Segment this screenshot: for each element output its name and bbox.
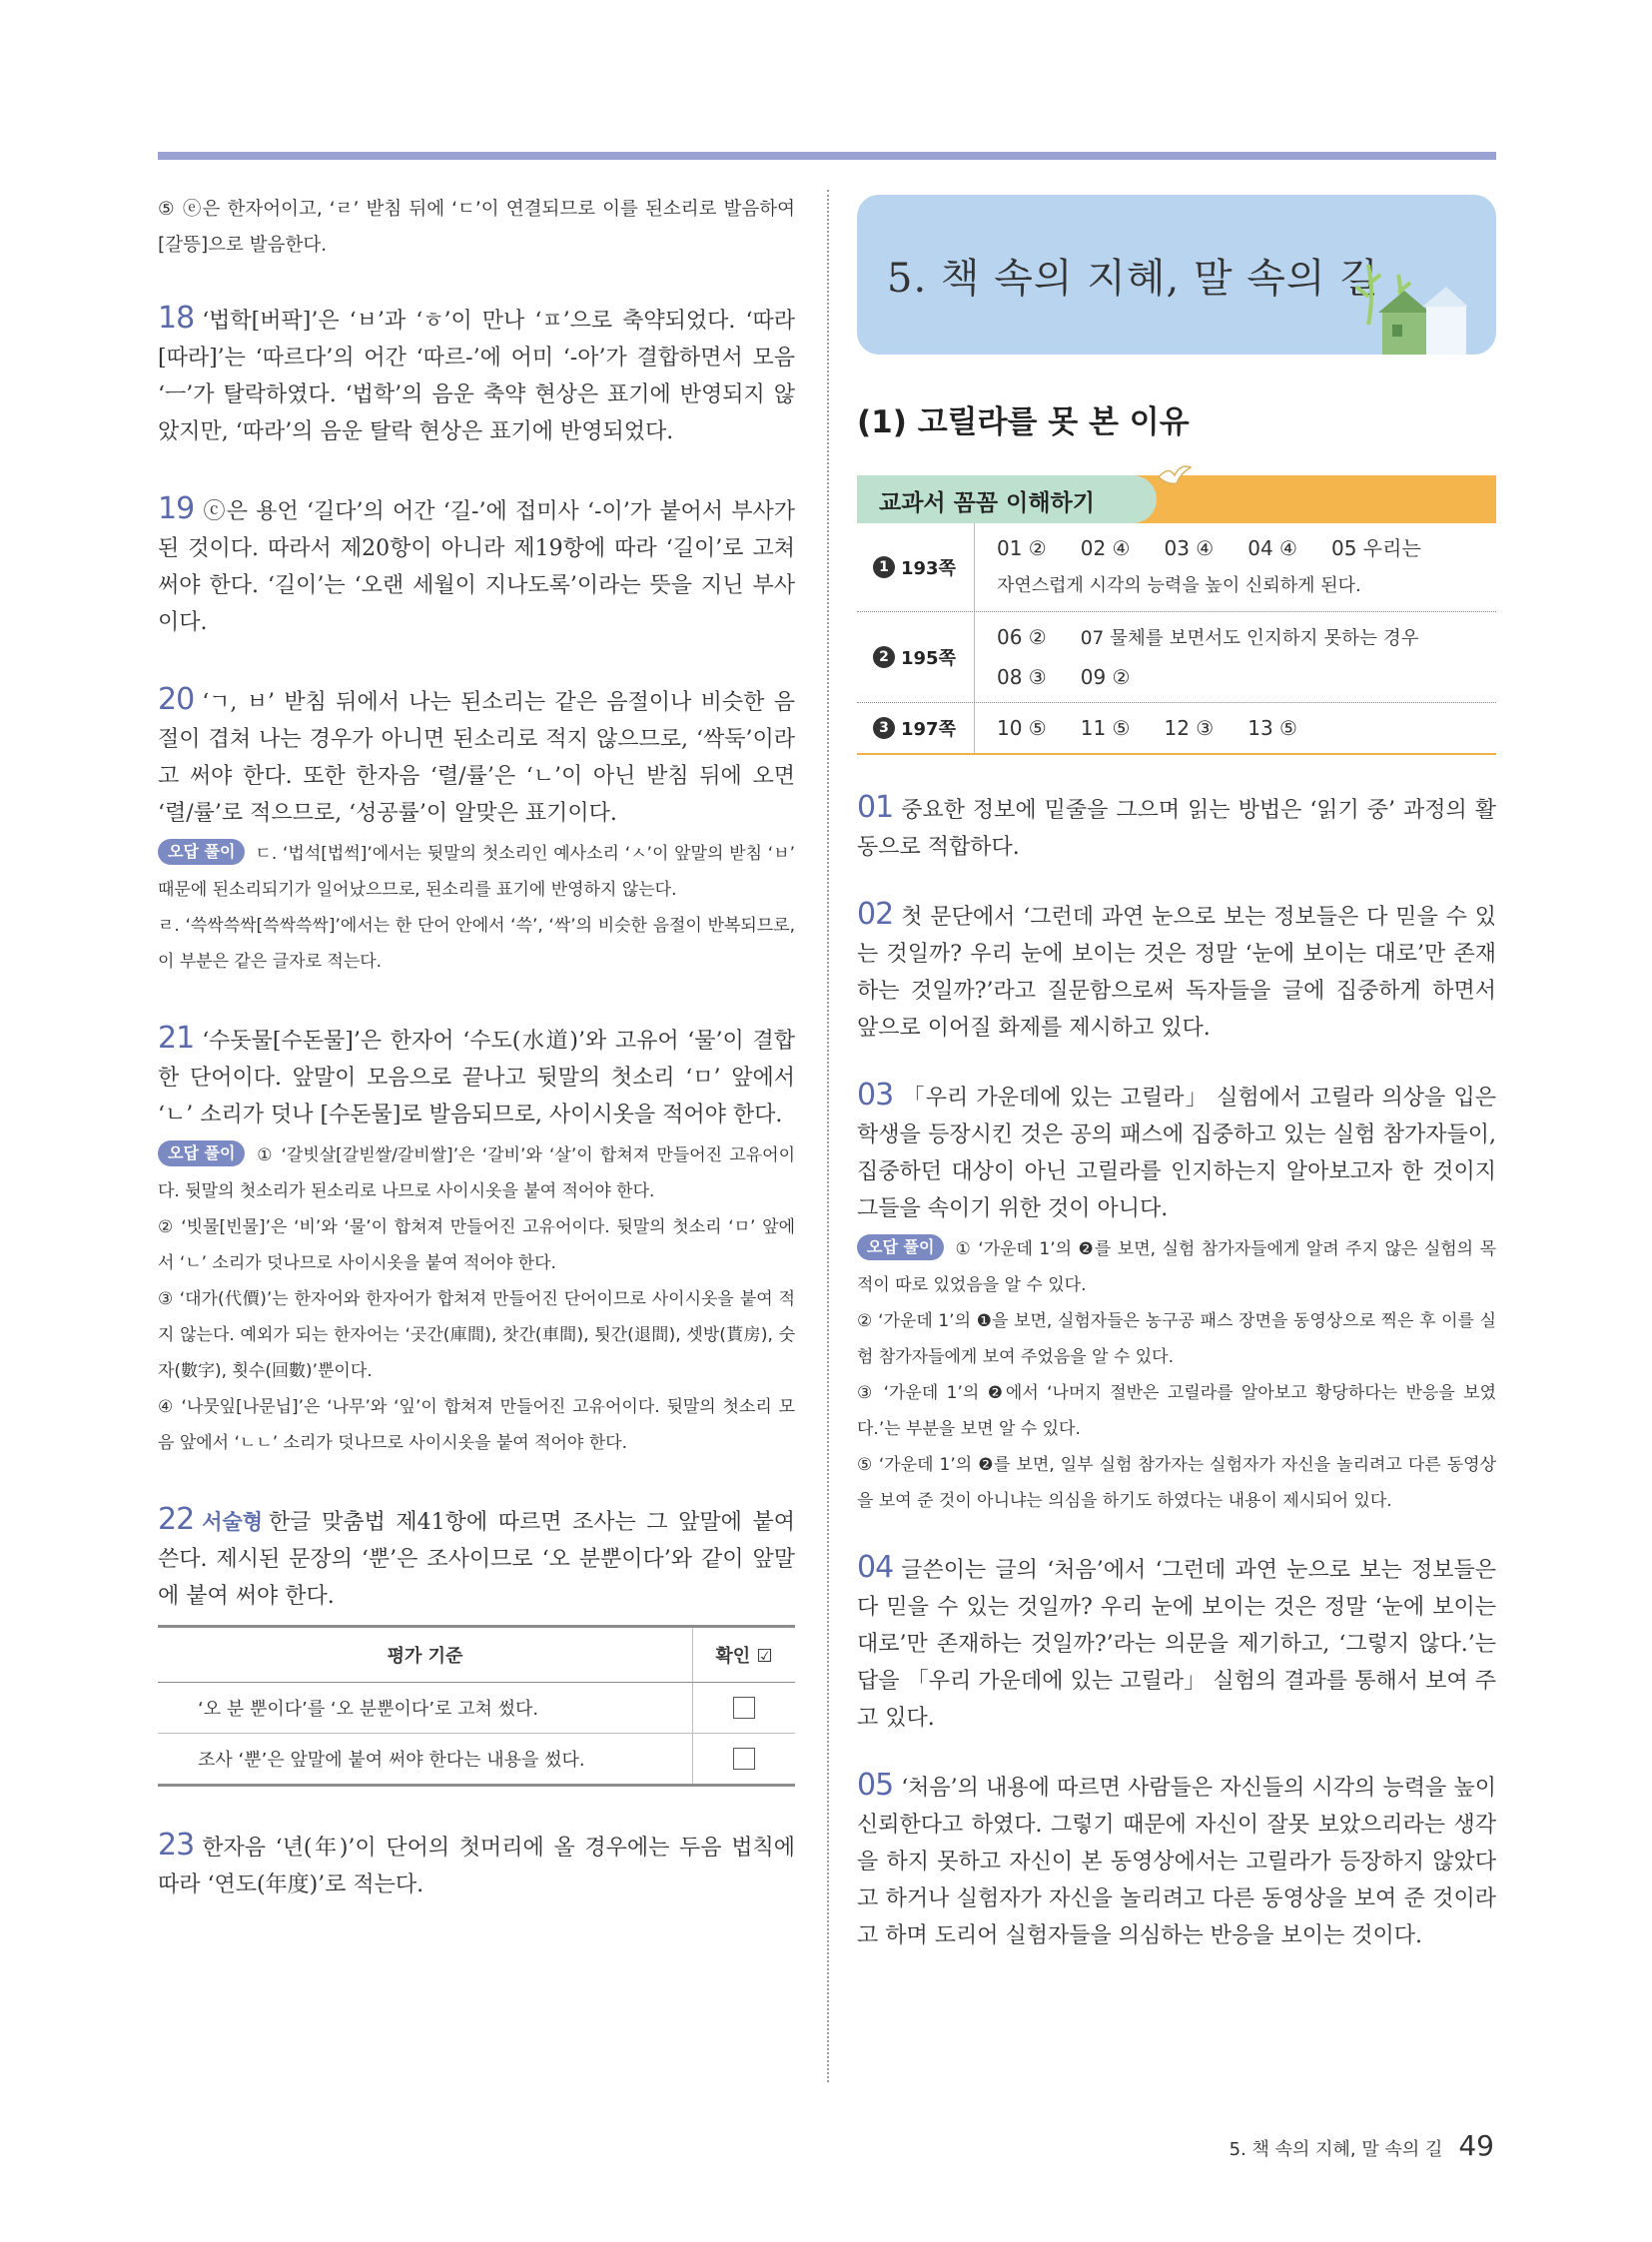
textbook-row xyxy=(857,612,1496,703)
wrong-answer-text: ② ‘가운데 1’의 ❶을 보면, 실험자들은 농구공 패스 장면을 동영상으로 찍은 후 이를 실험 참가자들에게 보여 주었음을 알 수 있다. xyxy=(857,1311,1496,1367)
top-rule xyxy=(158,152,1496,160)
answer-04 xyxy=(857,1549,1496,1737)
wrong-answer-badge: 오답 풀이 xyxy=(158,1140,245,1166)
answer-text: 중요한 정보에 밑줄을 그으며 읽는 방법은 ‘읽기 중’ 과정의 활동으로 적합하다. xyxy=(857,798,1496,860)
answer-number: 19 xyxy=(158,491,195,526)
chapter-banner xyxy=(857,195,1496,355)
answer-22 xyxy=(158,1501,795,1787)
page-ref: 193쪽 xyxy=(901,558,956,579)
checkbox[interactable] xyxy=(733,1697,755,1719)
answer-key: 05 우리는 xyxy=(1331,536,1421,560)
answer-number: 02 xyxy=(857,897,894,932)
wrong-answer-text: ④ ‘나뭇잎[나문닙]’은 ‘나무’와 ‘잎’이 합쳐져 만들어진 고유어이다. 뒷말의 첫소리 모음 앞에서 ‘ㄴㄴ’ 소리가 덧나므로 사이시옷을 붙여 적어야 한다. xyxy=(158,1397,795,1453)
wrong-answer-text: ① ‘가운데 1’의 ❷를 보면, 실험 참가자들에게 알려 주지 않은 실험의 목적이 따로 있었음을 알 수 있다. xyxy=(857,1239,1496,1295)
answer-key: 02 ④ xyxy=(1080,536,1131,560)
answer-number: 03 xyxy=(857,1078,894,1113)
circled-number: 3 xyxy=(873,717,895,739)
answer-text: ‘ㄱ, ㅂ’ 받침 뒤에서 나는 된소리는 같은 음절이나 비슷한 음절이 겹쳐 나는 경우가 아니면 된소리로 적지 않으므로, ‘싹둑’이라고 써야 한다. 또한 한자음 ‘렬/률’은 ‘ㄴ’이 아닌 받침 뒤에 오면 ‘렬/률’로 적으므로, ‘성공률’이 알맞은 표기이다. xyxy=(158,690,795,826)
answer-03 xyxy=(857,1077,1496,1519)
wrong-answer-badge: 오답 풀이 xyxy=(158,839,245,865)
answer-key: 08 ③ xyxy=(997,665,1047,689)
criteria-cell: 조사 ‘뿐’은 앞말에 붙여 써야 한다는 내용을 썼다. xyxy=(158,1734,693,1786)
answer-number: 05 xyxy=(857,1768,894,1803)
answer-text: ⑤ ⓔ은 한자어이고, ‘ㄹ’ 받침 뒤에 ‘ㄷ’이 연결되므로 이를 된소리로 발음하여 [갈뜽]으로 발음한다. xyxy=(158,199,795,256)
textbook-row xyxy=(857,523,1496,612)
answer-text: 한자음 ‘년(年)’이 단어의 첫머리에 올 경우에는 두음 법칙에 따라 ‘연도(年度)’로 적는다. xyxy=(158,1836,795,1897)
page-ref: 195쪽 xyxy=(901,648,956,669)
table-row xyxy=(158,1734,795,1786)
textbook-review-header xyxy=(857,475,1496,523)
answer-key: 06 ② xyxy=(997,625,1047,649)
wrong-answer-text: ② ‘빗물[빈물]’은 ‘비’와 ‘물’이 합쳐져 만들어진 고유어이다. 뒷말의 첫소리 ‘ㅁ’ 앞에서 ‘ㄴ’ 소리가 덧나므로 사이시옷을 붙여 적어야 한다. xyxy=(158,1217,795,1273)
answer-text: 첫 문단에서 ‘그런데 과연 눈으로 보는 정보들은 다 믿을 수 있는 것일까? 우리 눈에 보이는 것은 정말 ‘눈에 보이는 대로’만 존재하는 것일까?’라고 질문함으로써 독자들을 글에 집중하게 하면서 앞으로 이어질 화제를 제시하고 있다. xyxy=(857,905,1496,1041)
answer-text: 한글 맞춤법 제41항에 따르면 조사는 그 앞말에 붙여 쓴다. 제시된 문장의 ‘뿐’은 조사이므로 ‘오 분뿐이다’와 같이 앞말에 붙여 써야 한다. xyxy=(158,1510,795,1609)
textbook-row xyxy=(857,703,1496,753)
criteria-header: 평가 기준 xyxy=(158,1627,693,1683)
wrong-answer-text: ① ‘갈빗살[갈빋쌀/갈비쌀]’은 ‘갈비’와 ‘살’이 합쳐져 만들어진 고유어이다. 뒷말의 첫소리가 된소리로 나므로 사이시옷을 붙여 적어야 한다. xyxy=(158,1145,795,1201)
answer-18 xyxy=(158,300,795,450)
criteria-cell: ‘오 분 뿐이다’를 ‘오 분뿐이다’로 고쳐 썼다. xyxy=(158,1683,693,1734)
answer-number: 01 xyxy=(857,790,894,825)
column-divider xyxy=(827,190,829,2082)
answer-23 xyxy=(158,1827,795,1903)
answer-number: 18 xyxy=(158,301,195,336)
textbook-review xyxy=(857,475,1496,755)
answer-key: 09 ② xyxy=(1080,665,1131,689)
footer-chapter-title: 5. 책 속의 지혜, 말 속의 길 xyxy=(1229,2139,1443,2160)
page-ref: 197쪽 xyxy=(901,719,956,740)
answer-text: ‘처음’의 내용에 따르면 사람들은 자신들의 시각의 능력을 높이 신뢰한다고 하였다. 그렇기 때문에 자신이 잘못 보았으리라는 생각을 하지 못하고 자신이 본 동영상에서는 고릴라가 등장하지 않았다고 하거나 실험자가 자신을 놀리려고 다른 동영상을 보여 준 것이라고 하며 도리어 실험자들을 의심하는 반응을 보이는 것이다. xyxy=(857,1776,1496,1948)
answer-number: 21 xyxy=(158,1021,195,1056)
answer-number: 22 xyxy=(158,1502,195,1537)
page-footer xyxy=(1230,2129,1494,2162)
answer-key: 11 ⑤ xyxy=(1080,716,1131,740)
answer-text: ⓒ은 용언 ‘길다’의 어간 ‘길-’에 접미사 ‘-이’가 붙어서 부사가 된 것이다. 따라서 제20항이 아니라 제19항에 따라 ‘길이’로 고쳐 써야 한다. ‘길이’는 ‘오랜 세월이 지나도록’이라는 뜻을 지닌 부사이다. xyxy=(158,499,795,635)
answer-text: 글쓴이는 글의 ‘처음’에서 ‘그런데 과연 눈으로 보는 정보들은 다 믿을 수 있는 것일까? 우리 눈에 보이는 것은 정말 ‘눈에 보이는 대로’만 존재하는 것일까?’라는 의문을 제기하고, ‘그렇지 않다.’는 답을 「우리 가운데에 있는 고릴라」 실험의 결과를 통해서 보여 주고 있다. xyxy=(857,1558,1496,1731)
answer-02 xyxy=(857,896,1496,1047)
wrong-answer-text: ⑤ ‘가운데 1’의 ❷를 보면, 일부 실험 참가자는 실험자가 자신을 놀리려고 다른 동영상을 보여 준 것이 아니냐는 의심을 하기도 하였다는 내용이 제시되어 있다. xyxy=(857,1455,1496,1511)
answer-key: 04 ④ xyxy=(1247,536,1297,560)
textbook-review-title: 교과서 꼼꼼 이해하기 xyxy=(879,490,1095,516)
section-title: (1) 고릴라를 못 본 이유 xyxy=(857,404,1190,440)
answer-number: 04 xyxy=(857,1550,894,1585)
answer-number: 23 xyxy=(158,1828,195,1863)
answer-key: 03 ④ xyxy=(1164,536,1215,560)
answer-number: 20 xyxy=(158,682,195,717)
answer-key: 13 ⑤ xyxy=(1247,716,1297,740)
answer-key: 12 ③ xyxy=(1164,716,1215,740)
wrong-answer-text: ㄷ. ‘법석[법썩]’에서는 뒷말의 첫소리인 예사소리 ‘ㅅ’이 앞말의 받침 ‘ㅂ’ 때문에 된소리되기가 일어났으므로, 된소리를 표기에 반영하지 않는다. xyxy=(158,844,795,900)
answer-text: ‘수돗물[수돈물]’은 한자어 ‘수도(水道)’와 고유어 ‘물’이 결합한 단어이다. 앞말이 모음으로 끝나고 뒷말의 첫소리 ‘ㅁ’ 앞에서 ‘ㄴ’ 소리가 덧나 [수돈물]로 발음되므로, 사이시옷을 적어야 한다. xyxy=(158,1029,795,1127)
answer-05 xyxy=(857,1767,1496,1954)
evaluation-table xyxy=(158,1625,795,1787)
answer-key: 자연스럽게 시각의 능력을 높이 신뢰하게 된다. xyxy=(997,575,1361,596)
chapter-title: 5. 책 속의 지혜, 말 속의 길 xyxy=(887,256,1379,302)
check-header: 확인 ☑ xyxy=(693,1627,796,1683)
answer-key: 10 ⑤ xyxy=(997,716,1047,740)
wrong-answer-text: ③ ‘가운데 1’의 ❷에서 ‘나머지 절반은 고릴라를 알아보고 황당하다는 반응을 보였다.’는 부분을 보면 알 수 있다. xyxy=(857,1383,1496,1439)
answer-17-item5 xyxy=(158,192,795,264)
page-number: 49 xyxy=(1458,2129,1494,2162)
answer-key: 01 ② xyxy=(997,536,1047,560)
answer-19 xyxy=(158,490,795,641)
answer-01 xyxy=(857,789,1496,866)
wrong-answer-text: ③ ‘대가(代價)’는 한자어와 한자어가 합쳐져 만들어진 단어이므로 사이시옷을 붙여 적지 않는다. 예외가 되는 한자어는 ‘곳간(庫間), 찻간(車間), 툇간(退間), 셋방(貰房), 숫자(數字), 횟수(回數)’뿐이다. xyxy=(158,1289,795,1381)
house-illustration-icon xyxy=(1328,265,1468,355)
answer-text: ‘법학[버팍]’은 ‘ㅂ’과 ‘ㅎ’이 만나 ‘ㅍ’으로 축약되었다. ‘따라[따라]’는 ‘따르다’의 어간 ‘따르-’에 어미 ‘-아’가 결합하면서 모음 ‘ㅡ’가 탈락하였다. ‘법학’의 음운 축약 현상은 표기에 반영되지 않았지만, ‘따라’의 음운 탈락 현상은 표기에 반영되었다. xyxy=(158,309,795,444)
right-column xyxy=(857,195,1496,1994)
textbook-review-body xyxy=(857,523,1496,755)
answer-text: 「우리 가운데에 있는 고릴라」 실험에서 고릴라 의상을 입은 학생을 등장시킨 것은 공의 패스에 집중하고 있는 실험 참가자들이, 집중하던 대상이 아닌 고릴라를 인지하는지 알아보고자 한 것이지 그들을 속이기 위한 것이 아니다. xyxy=(857,1086,1496,1221)
checkbox[interactable] xyxy=(733,1748,755,1770)
table-row xyxy=(158,1683,795,1734)
answer-key: 07 물체를 보면서도 인지하지 못하는 경우 xyxy=(1080,628,1419,649)
wrong-answer-badge: 오답 풀이 xyxy=(857,1234,944,1260)
essay-tag: 서술형 xyxy=(202,1510,264,1534)
answer-20 xyxy=(158,681,795,980)
wrong-answer-text: ㄹ. ‘쓱싹쓱싹[쓱싹쓱싹]’에서는 한 단어 안에서 ‘쓱’, ‘싹’의 비슷한 음절이 반복되므로, 이 부분은 같은 글자로 적는다. xyxy=(158,916,795,972)
bird-icon xyxy=(1157,461,1193,491)
left-column xyxy=(158,192,795,1943)
circled-number: 1 xyxy=(873,556,895,578)
circled-number: 2 xyxy=(873,646,895,668)
answer-21 xyxy=(158,1020,795,1461)
